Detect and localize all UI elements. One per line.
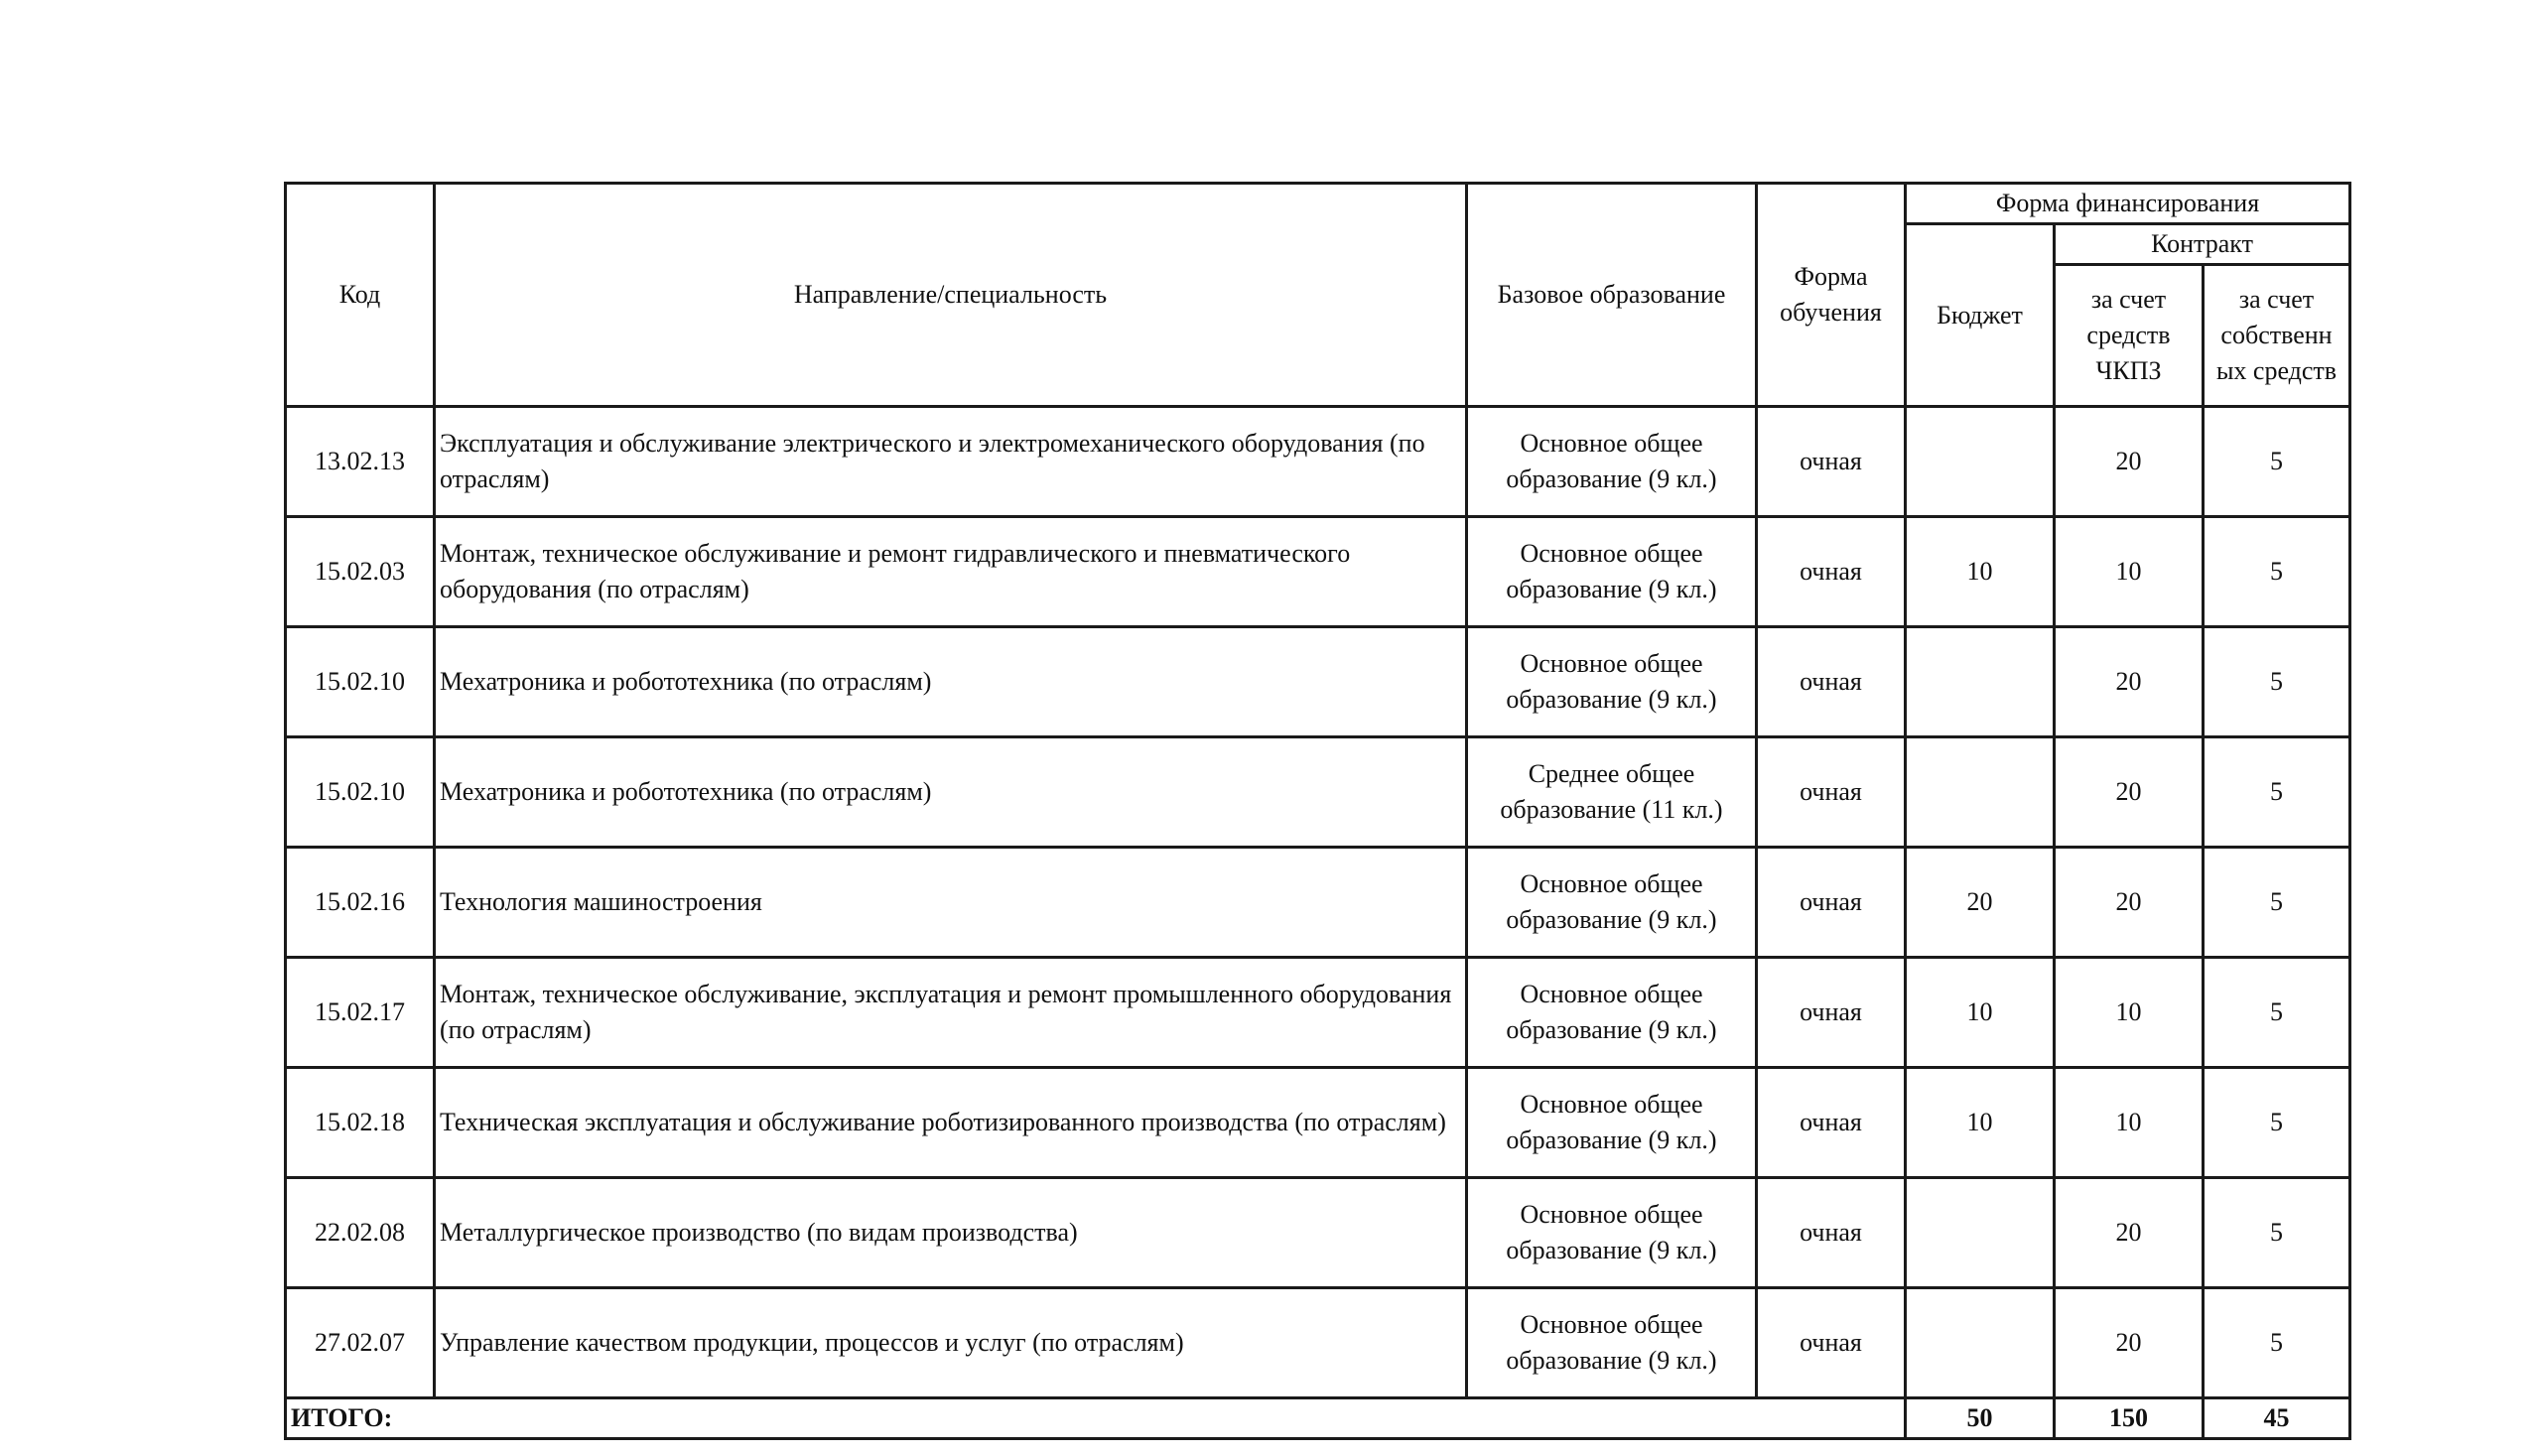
cell-budget [1906, 1178, 2055, 1288]
cell-budget: 10 [1906, 958, 2055, 1068]
cell-study-form: очная [1757, 1068, 1906, 1178]
table-body [286, 407, 2350, 1398]
cell-own: 5 [2204, 848, 2350, 958]
cell-budget [1906, 627, 2055, 737]
cell-study-form: очная [1757, 517, 1906, 627]
total-own: 45 [2204, 1398, 2350, 1439]
header-contract: Контракт [2055, 224, 2350, 265]
cell-chkpz: 20 [2055, 1288, 2204, 1398]
header-study-form: Форма обучения [1757, 184, 1906, 407]
cell-chkpz: 20 [2055, 627, 2204, 737]
cell-direction: Управление качеством продукции, процессов и услуг (по отраслям) [435, 1288, 1467, 1398]
cell-own: 5 [2204, 958, 2350, 1068]
cell-chkpz: 20 [2055, 848, 2204, 958]
cell-own: 5 [2204, 627, 2350, 737]
cell-budget [1906, 737, 2055, 848]
cell-code: 15.02.03 [286, 517, 435, 627]
cell-study-form: очная [1757, 627, 1906, 737]
table-row [286, 1068, 2350, 1178]
cell-budget: 10 [1906, 517, 2055, 627]
cell-base-education: Основное общее образование (9 кл.) [1467, 1178, 1757, 1288]
cell-budget [1906, 407, 2055, 517]
header-base-education: Базовое образование [1467, 184, 1757, 407]
cell-own: 5 [2204, 1288, 2350, 1398]
cell-code: 22.02.08 [286, 1178, 435, 1288]
total-label: ИТОГО: [286, 1398, 1906, 1439]
cell-code: 15.02.10 [286, 737, 435, 848]
cell-code: 15.02.18 [286, 1068, 435, 1178]
cell-direction: Монтаж, техническое обслуживание и ремонт гидравлического и пневматического оборудования (по отраслям) [435, 517, 1467, 627]
admission-plan-table [284, 182, 2351, 1440]
table-row [286, 958, 2350, 1068]
cell-own: 5 [2204, 407, 2350, 517]
cell-code: 13.02.13 [286, 407, 435, 517]
cell-chkpz: 20 [2055, 1178, 2204, 1288]
cell-code: 27.02.07 [286, 1288, 435, 1398]
header-direction: Направление/специальность [435, 184, 1467, 407]
cell-direction: Мехатроника и робототехника (по отраслям) [435, 737, 1467, 848]
header-chkpz-funds: за счет средств ЧКПЗ [2055, 265, 2204, 407]
cell-chkpz: 20 [2055, 737, 2204, 848]
cell-chkpz: 10 [2055, 1068, 2204, 1178]
cell-base-education: Среднее общее образование (11 кл.) [1467, 737, 1757, 848]
cell-chkpz: 10 [2055, 517, 2204, 627]
total-chkpz: 150 [2055, 1398, 2204, 1439]
cell-base-education: Основное общее образование (9 кл.) [1467, 1068, 1757, 1178]
cell-direction: Техническая эксплуатация и обслуживание роботизированного производства (по отраслям) [435, 1068, 1467, 1178]
cell-direction: Технология машиностроения [435, 848, 1467, 958]
admission-plan-sheet [284, 182, 2348, 1440]
header-code: Код [286, 184, 435, 407]
cell-study-form: очная [1757, 848, 1906, 958]
cell-direction: Эксплуатация и обслуживание электрического и электромеханического оборудования (по отраслям) [435, 407, 1467, 517]
cell-budget [1906, 1288, 2055, 1398]
table-row [286, 737, 2350, 848]
cell-base-education: Основное общее образование (9 кл.) [1467, 958, 1757, 1068]
cell-study-form: очная [1757, 407, 1906, 517]
cell-base-education: Основное общее образование (9 кл.) [1467, 848, 1757, 958]
cell-chkpz: 20 [2055, 407, 2204, 517]
header-budget: Бюджет [1906, 224, 2055, 407]
cell-code: 15.02.10 [286, 627, 435, 737]
total-row [286, 1398, 2350, 1439]
cell-own: 5 [2204, 737, 2350, 848]
cell-code: 15.02.17 [286, 958, 435, 1068]
cell-budget: 20 [1906, 848, 2055, 958]
cell-direction: Монтаж, техническое обслуживание, эксплуатация и ремонт промышленного оборудования (по отраслям) [435, 958, 1467, 1068]
header-own-funds: за счет собственн ых средств [2204, 265, 2350, 407]
cell-base-education: Основное общее образование (9 кл.) [1467, 407, 1757, 517]
total-budget: 50 [1906, 1398, 2055, 1439]
cell-code: 15.02.16 [286, 848, 435, 958]
cell-budget: 10 [1906, 1068, 2055, 1178]
cell-study-form: очная [1757, 1178, 1906, 1288]
cell-own: 5 [2204, 517, 2350, 627]
table-row [286, 627, 2350, 737]
cell-study-form: очная [1757, 1288, 1906, 1398]
cell-base-education: Основное общее образование (9 кл.) [1467, 627, 1757, 737]
cell-chkpz: 10 [2055, 958, 2204, 1068]
cell-direction: Мехатроника и робототехника (по отраслям) [435, 627, 1467, 737]
cell-base-education: Основное общее образование (9 кл.) [1467, 517, 1757, 627]
table-row [286, 1178, 2350, 1288]
header-funding-form: Форма финансирования [1906, 184, 2350, 224]
cell-direction: Металлургическое производство (по видам производства) [435, 1178, 1467, 1288]
table-row [286, 1288, 2350, 1398]
table-row [286, 407, 2350, 517]
cell-own: 5 [2204, 1178, 2350, 1288]
cell-study-form: очная [1757, 958, 1906, 1068]
cell-base-education: Основное общее образование (9 кл.) [1467, 1288, 1757, 1398]
cell-study-form: очная [1757, 737, 1906, 848]
table-row [286, 517, 2350, 627]
cell-own: 5 [2204, 1068, 2350, 1178]
table-row [286, 848, 2350, 958]
